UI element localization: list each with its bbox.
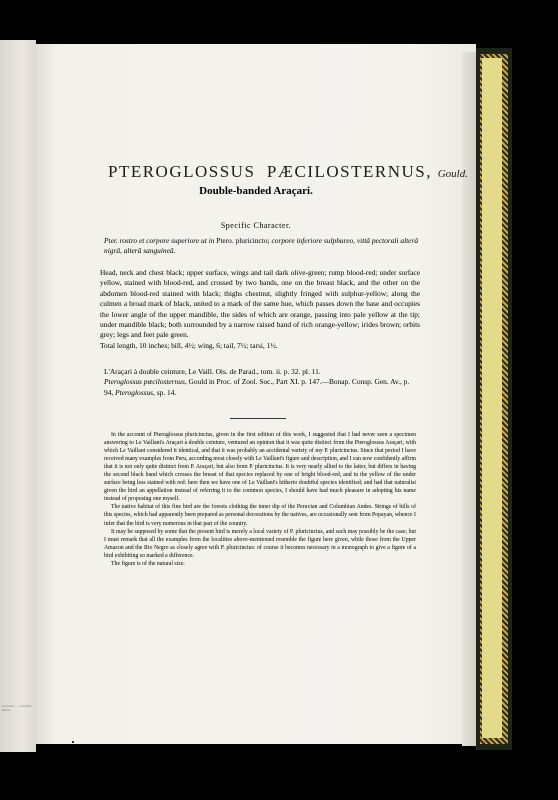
reference-2-citation: Gould in Proc. of Zool. Soc., Part XI. p. 147.—Bonap. Consp. Gen. Av., p. 94, [104,377,410,397]
previous-page-note: by Gould.... ...ward after Nature [2,704,32,712]
page-mark [72,741,74,743]
section-divider [230,418,286,419]
description-body: Head, neck and chest black; upper surface, wings and tail dark olive-green; rump blood-red; under surface yellow, stained with blood-red, and crossed by two bands, one on the breast black, and the other on the abdomen blood-red stained with black; thighs chestnut, slightly fringed with sulphur-yellow; along the culmen a broad mark of black, united to a mark of the same hue, which passes down the base and occupies the lower angle of the upper mandible, the sides of which are orange, passing into pale yellow at the tip; under mandible black; both surrounded by a narrow raised band of rich orange-yellow; irides brown; orbits grey; legs and feet pale green. [100,268,420,340]
specific-character-heading: Specific Character. [220,221,292,230]
notes-paragraph-2: The native habitat of this fine bird are the forests clothing the inner dip of the Peruvian and Columbian Andes. Strings of bills of this species, which had apparently been prepared as personal decorations by the natives, are occasionally sent from Popayan, whence I infer that the bird is very numerous in that part of the country. [104,504,416,527]
reference-2-name: Pteroglossus pœcilosternus, [104,377,187,387]
description-paragraph [100,268,420,351]
common-name: Double-banded Araçari. [199,185,313,197]
reference-2 [104,377,420,398]
notes-paragraph-3: It may be supposed by some that the present bird is merely a local variety of P. pluricinctus, and such may possibly be the case; but I must remark that all the examples from the localities above-mentioned resemble the figure here given, while those from the Upper Amazon and the Rio Negro as closely agree with P. pluricinctus: of course it becomes necessary in a monograph to give a figure of a bird exhibiting so marked a difference. [104,528,416,559]
notes-section [104,431,416,568]
references [104,367,420,398]
notes-paragraph-1: In the account of Pteroglossus pluricinctus, given in the first edition of this work, I suggested that I had never seen a specimen answering to Le Vaillant's Araçari à double ceinture, ventured an opinion that it was quite distinct from the Pteroglossus Araçari, with which Le Vaillant considered it identical, and that it was probably an accidental variety of my P. pluricinctus. Since that period I have received many examples from Peru, according most closely with Le Vaillant's figure and description, and I can now confidently affirm that it is not only quite distinct from P. Araçari, but also from P. pluricinctus. It is very nearly allied to the latter, but differs in having the second black band which crosses the breast of that species replaced by one of bright blood-red, and in the yellow of the under surface being less stained with red: here then we have one of Le Vaillant's hitherto doubtful species identified; and had that naturalist given the bird an appellation instead of referring it to the common species, I should have had much pleasure in adopting his name instead of proposing one myself. [104,432,416,503]
measurements: Total length, 10 inches; bill, 4½; wing, 6; tail, 7½; tarsi, 1½. [100,340,278,350]
latin-tail: corpore inferiore sulphureo, vittâ pectorali alterâ nigrâ, alterâ sanguineâ. [104,236,419,255]
reference-1: L'Araçari à double ceinture, Le Vaill. Ois. de Parad., tom. ii. p. 32. pl. 11. [104,367,321,376]
reference-2-genus: Pteroglossus, [115,387,155,397]
previous-page-edge [0,40,36,752]
page-title [108,162,468,182]
title-species: PÆCILOSTERNUS, [266,162,432,181]
latin-lead: Pter. rostro et corpore superiore ut in [104,236,215,245]
notes-paragraph-4: The figure is of the natural size. [111,560,185,567]
title-authority: Gould. [437,168,468,180]
endpaper-strip [482,58,502,738]
book-cover [476,48,512,750]
reference-2-sp: sp. 14. [156,387,177,397]
latin-diagnosis [104,236,420,256]
latin-mid: Ptero. pluricincto; [216,236,270,245]
title-genus: PTEROGLOSSUS [108,162,256,181]
